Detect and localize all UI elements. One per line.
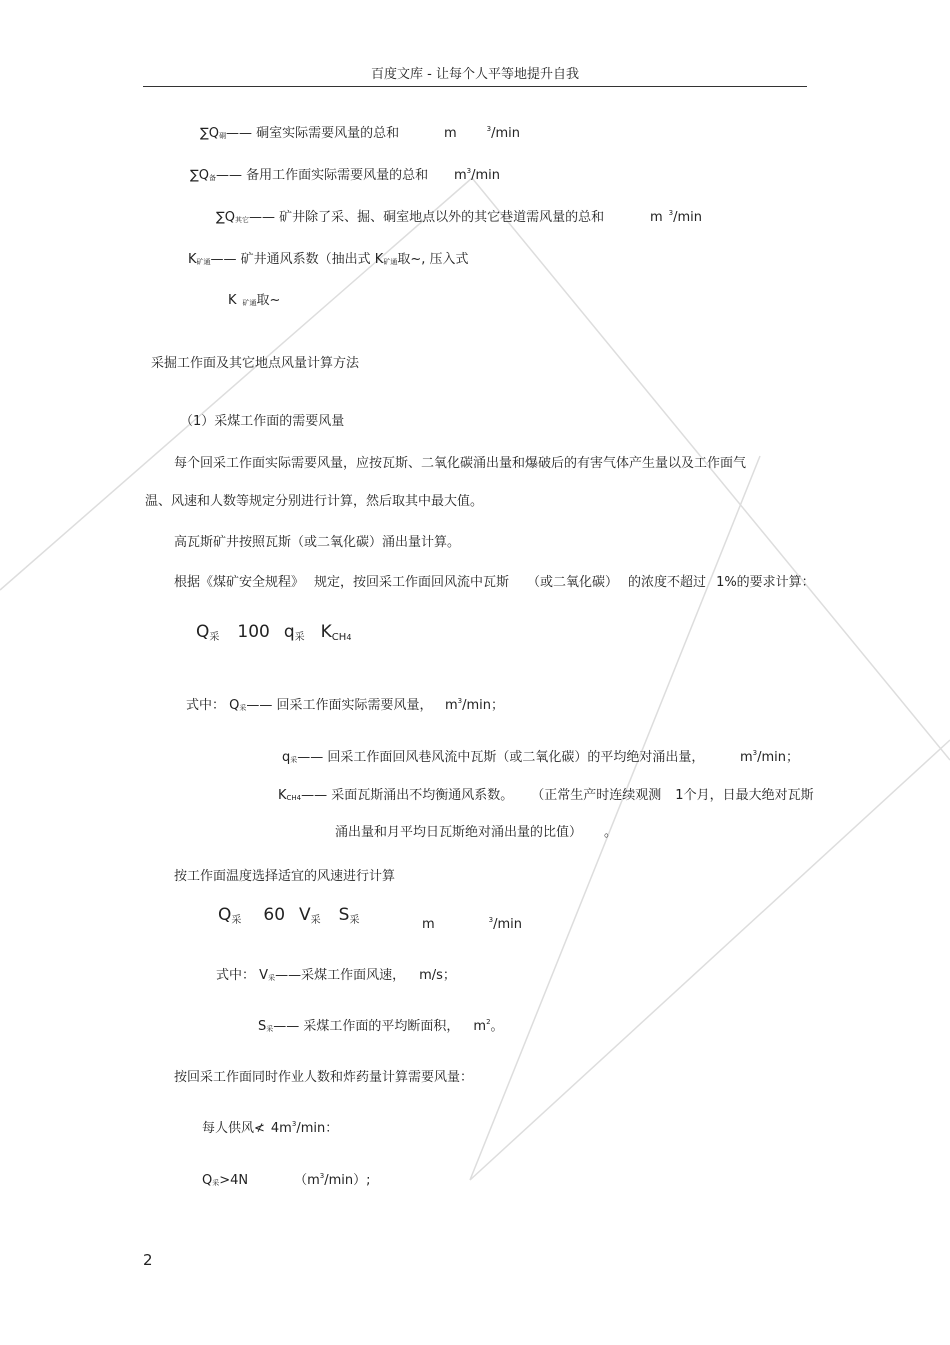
definition-qita: ∑Q其它—— 矿井除了采、掘、硐室地点以外的其它巷道需风量的总和 [216, 210, 605, 225]
page-header: 百度文库 - 让每个人平等地提升自我 [371, 67, 579, 82]
formula-2-where-v: 式中： V采——采煤工作面风速， m/s； [216, 968, 456, 983]
formula-2-unit: m $^3$/min [422, 916, 523, 932]
formula-1-where-q: 式中： Q采—— 回采工作面实际需要风量， [186, 698, 433, 713]
definition-k-line2: K矿通取~ [228, 293, 281, 308]
unit-bei: $m^3/\min$ [454, 167, 501, 183]
subsection-title: （1）采煤工作面的需要风量 [180, 414, 345, 429]
watermark-line [0, 178, 472, 590]
definition-bei: ∑Q备—— 备用工作面实际需要风量的总和 [190, 168, 429, 183]
paragraph-2: 高瓦斯矿井按照瓦斯（或二氧化碳）涌出量计算。 [174, 535, 461, 550]
per-person-air: 每人供风≮ $4m^3/\min$： [202, 1120, 339, 1136]
page-number: 2 [143, 1251, 153, 1269]
formula-1-where-q-unit: $m^3/\min$； [445, 697, 505, 713]
section-title: 采掘工作面及其它地点风量计算方法 [151, 356, 360, 371]
formula-2: Q采 60 V采 S采 [218, 905, 360, 926]
unit-dong: m $^3$/min [444, 125, 521, 141]
header-rule [143, 86, 807, 87]
formula-2-where-s: S采—— 采煤工作面的平均断面积， $m^2$。 [258, 1018, 504, 1034]
definition-dong: ∑Q硐—— 硐室实际需要风量的总和 [200, 126, 400, 141]
paragraph-3: 根据《煤矿安全规程》 规定，按回采工作面回风流中瓦斯 （或二氧化碳） 的浓度不超过 1%的要求计算： [174, 575, 815, 590]
paragraph-1-line-2: 温、风速和人数等规定分别进行计算，然后取其中最大值。 [145, 494, 484, 509]
watermark-line [470, 740, 950, 1180]
paragraph-1-line-1: 每个回采工作面实际需要风量，应按瓦斯、二氧化碳涌出量和爆破后的有害气体产生量以及工作面气 [174, 456, 747, 471]
unit-qita: m $^3$/min [650, 209, 703, 225]
paragraph-4: 按工作面温度选择适宜的风速进行计算 [174, 869, 396, 884]
formula-1-where-k: KCH4—— 采面瓦斯涌出不均衡通风系数。 （正常生产时连续观测 1个月，日最大绝对瓦斯 [278, 788, 814, 803]
formula-1-where-k-note: 涌出量和月平均日瓦斯绝对涌出量的比值） 。 [335, 825, 618, 840]
formula-1-where-q2: q采—— 回采工作面回风巷风流中瓦斯（或二氧化碳）的平均绝对涌出量， [282, 750, 705, 765]
watermark-line [470, 456, 760, 1180]
paragraph-5: 按回采工作面同时作业人数和炸药量计算需要风量： [174, 1070, 474, 1085]
formula-3: Q采>4N $(m^3/\min)$; [202, 1172, 371, 1188]
definition-k-kuangtong: K矿通—— 矿井通风系数（抽出式 K矿通取~, 压入式 [188, 252, 469, 267]
formula-1-where-q2-unit: $m^3/\min$； [740, 749, 800, 765]
formula-1: Q采 100 q采 KCH4 [196, 622, 352, 643]
